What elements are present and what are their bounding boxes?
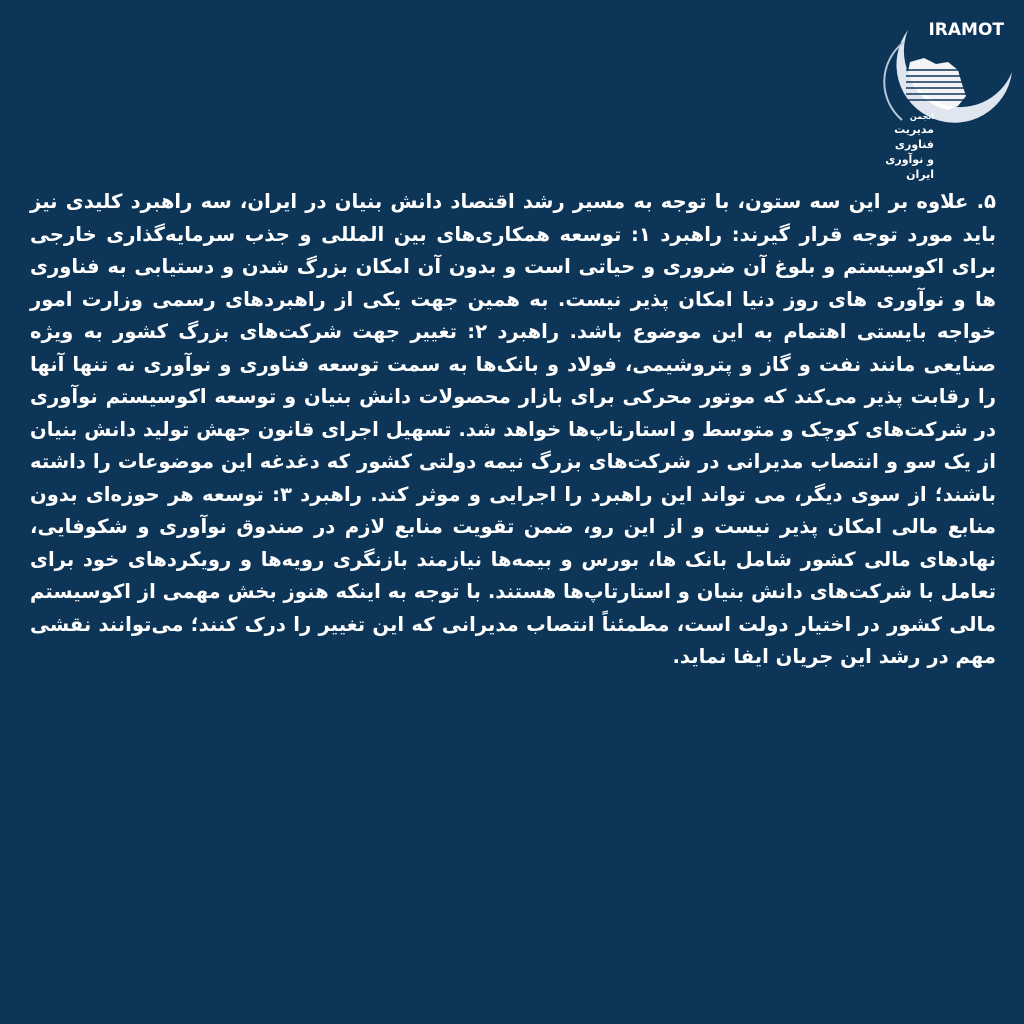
logo-caption-line2: مدیریت فناوری	[894, 123, 934, 151]
logo-caption-line1: انجمن	[909, 112, 934, 121]
article-paragraph: ۵. علاوه بر این سه ستون، با توجه به مسیر رشد اقتصاد دانش بنیان در ایران، سه راهبرد کلیدی نیز باید مورد توجه قرار گیرند: راهبرد ۱: توسعه همکاری‌های بین المللی و جذب سرمایه‌گذاری خارجی برای اکوسیستم و بلوغ آن ضروری و حیاتی است و بدون آن امکان بزرگ شدن و دستیابی به فناوری ها و نوآوری های روز دنیا امکان پذیر نیست. به همین جهت یکی از راهبردهای رسمی وزارت امور خواجه بایستی اهتمام به این موضوع باشد. راهبرد ۲: تغییر جهت شرکت‌های بزرگ کشور به ویژه صنایعی مانند نفت و گاز و پتروشیمی، فولاد و بانک‌ها به سمت توسعه فناوری و نوآوری نه تنها آنها را رقابت پذیر می‌کند که موتور محرکی برای بازار محصولات دانش بنیان و توسعه اکوسیستم نوآوری در شرکت‌های کوچک و متوسط و استارتاپ‌ها خواهد شد. تسهیل اجرای قانون جهش تولید دانش بنیان از یک سو و انتصاب مدیرانی در شرکت‌های بزرگ نیمه دولتی کشور که دغدغه این موضوعات را داشته باشند؛ از سوی دیگر، می تواند این راهبرد را اجرایی و موثر کند. راهبرد ۳: توسعه هر حوزه‌ای بدون منابع مالی امکان پذیر نیست و از این رو، ضمن تقویت منابع لازم در صندوق نوآوری و شکوفایی، نهادهای مالی کشور شامل بانک ها، بورس و بیمه‌ها نیازمند بازنگری رویه‌ها و رویکردهای خود برای تعامل با شرکت‌های دانش بنیان و استارتاپ‌ها هستند. با توجه به اینکه هنوز بخش مهمی از اکوسیستم مالی کشور در اختیار دولت است، مطمئناً انتصاب مدیرانی که این تغییر را درک کنند؛ می‌توانند نقشی مهم در رشد این جریان ایفا نماید.	[30, 190, 997, 668]
logo-caption-line3: و نوآوری ایران	[885, 153, 934, 181]
logo-caption	[858, 112, 934, 182]
iramot-logo	[862, 14, 1018, 181]
logo-wordmark: IRAMOT	[928, 20, 1004, 40]
